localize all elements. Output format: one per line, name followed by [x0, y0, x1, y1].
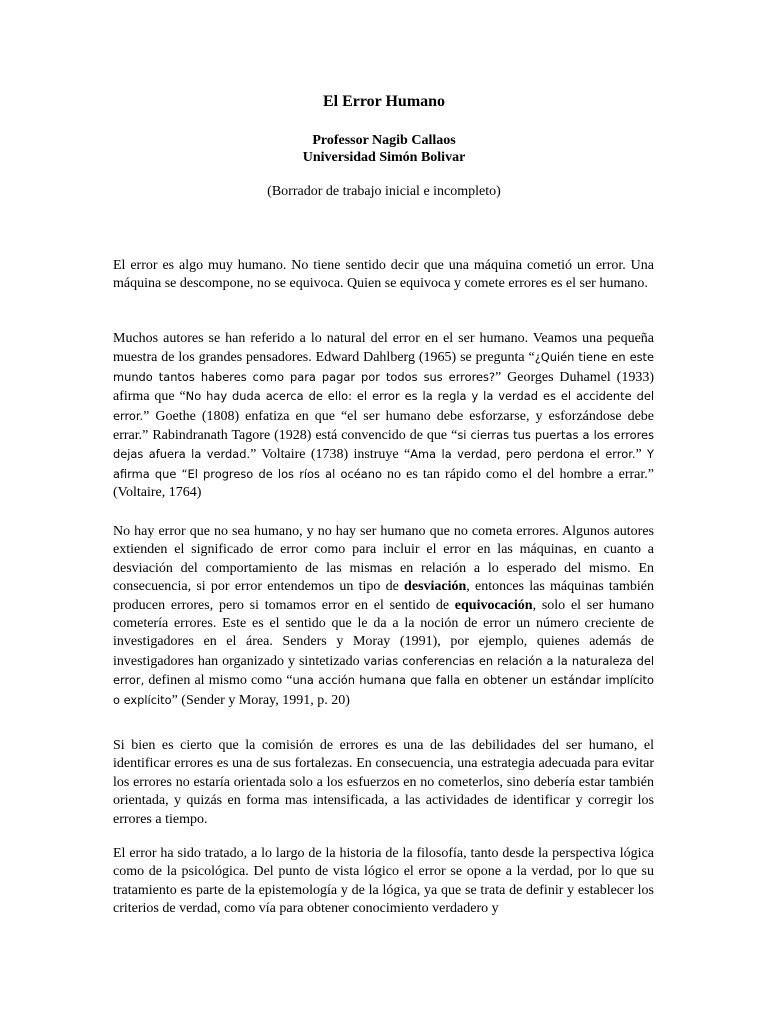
- author-affiliation: Universidad Simón Bolivar: [302, 150, 466, 165]
- p3-text-c: , solo el ser humano cometería errores. Este es el sentido que le da a la noción de error un número creciente de investigadores en el área. Senders y Moray (1991), por ejemplo, quienes además de investigadores han organizado y sintetizado: [113, 597, 654, 669]
- p2-quote-tagore: si cierras tus puertas a los errores dejas afuera la verdad.: [113, 428, 655, 462]
- p2-quote-voltaire-2: Y afirma que “El progreso de los ríos al océano: [113, 447, 654, 481]
- p2-quote-duhamel: No hay duda acerca de ello: el error es la regla y la verdad es el accidente del error.: [113, 389, 654, 423]
- author-name: Professor Nagib Callaos: [312, 133, 456, 148]
- paragraph-4: Si bien es cierto que la comisión de errores es una de las debilidades del ser humano, el identificar errores es una de sus fortalezas. En consecuencia, una estrategia adecuada para evitar los errores no estaría orientada solo a los esfuerzos en no cometerlos, sino debería estar también orientada, y quizás en forma mas intensificada, a las actividades de identificar y corregir los errores a tiempo.: [113, 738, 654, 827]
- p2-quote-voltaire: Ama la verdad, pero perdona el error.: [410, 447, 636, 462]
- p3-text-b: , entonces las máquinas también producen errores, pero si tomamos error en el sentido de: [113, 579, 654, 613]
- p3-text-d: definen al mismo como “: [144, 673, 293, 689]
- paragraph-3: [113, 523, 654, 710]
- p2-text-f: no es tan rápido como el del hombre a errar.” (Voltaire, 1764): [113, 466, 654, 501]
- p3-bold-desviacion: desviación: [404, 579, 467, 595]
- draft-note: (Borrador de trabajo inicial e incompleto): [267, 184, 501, 199]
- p3-quote-definicion: una acción humana que falla en obtener un estándar implícito o explícito: [113, 673, 654, 707]
- paragraph-5: El error ha sido tratado, a lo largo de la historia de la filosofía, tanto desde la perspectiva lógica como de la psicológica. Del punto de vista lógico el error se opone a la verdad, por lo que su tratamiento es parte de la epistemología y de la lógica, ya que se trata de definir y establecer los criterios de verdad, como vía para obtener conocimiento verdadero y: [113, 846, 654, 917]
- p2-text-d: ” Voltaire (1738) instruye “: [250, 447, 411, 463]
- document-title: El Error Humano: [322, 93, 446, 110]
- p3-text-e: ” (Sender y Moray, 1991, p. 20): [171, 692, 350, 708]
- p2-text-b: ” Georges Duhamel (1933) afirma que “: [113, 369, 654, 405]
- p3-text-a: No hay error que no sea humano, y no hay ser humano que no cometa errores. Algunos autores extienden el significado de error como para incluir el error en las máquinas, en cuanto a desviación del comportamiento de las mismas en relación a lo esperado del mismo. En consecuencia, si por error entendemos un tipo de: [113, 524, 654, 595]
- p2-text-c: ” Goethe (1808) enfatiza en que “el ser humano debe esforzarse, y esforzándose debe errar.” Rabindranath Tagore (1928) está convencido de que “: [113, 408, 654, 444]
- paragraph-2: [113, 330, 654, 503]
- p3-quote-conferencias: varias conferencias en relación a la naturaleza del error,: [113, 653, 655, 688]
- p2-text-e: ”: [635, 447, 648, 463]
- paragraph-1: El error es algo muy humano. No tiene sentido decir que una máquina cometió un error. Una máquina se descompone, no se equivoca. Quien se equivoca y comete errores es el ser humano.: [113, 258, 654, 292]
- p3-bold-equivocacion: equivocación: [454, 597, 533, 613]
- p2-text-a: Muchos autores se han referido a lo natural del error en el ser humano. Veamos una pequeña muestra de los grandes pensadores. Edward Dahlberg (1965) se pregunta “: [113, 331, 654, 366]
- author-block: [0, 132, 768, 166]
- p2-quote-dahlberg: ¿Quién tiene en este mundo tantos haberes como para pagar por todos sus errores?: [113, 350, 654, 384]
